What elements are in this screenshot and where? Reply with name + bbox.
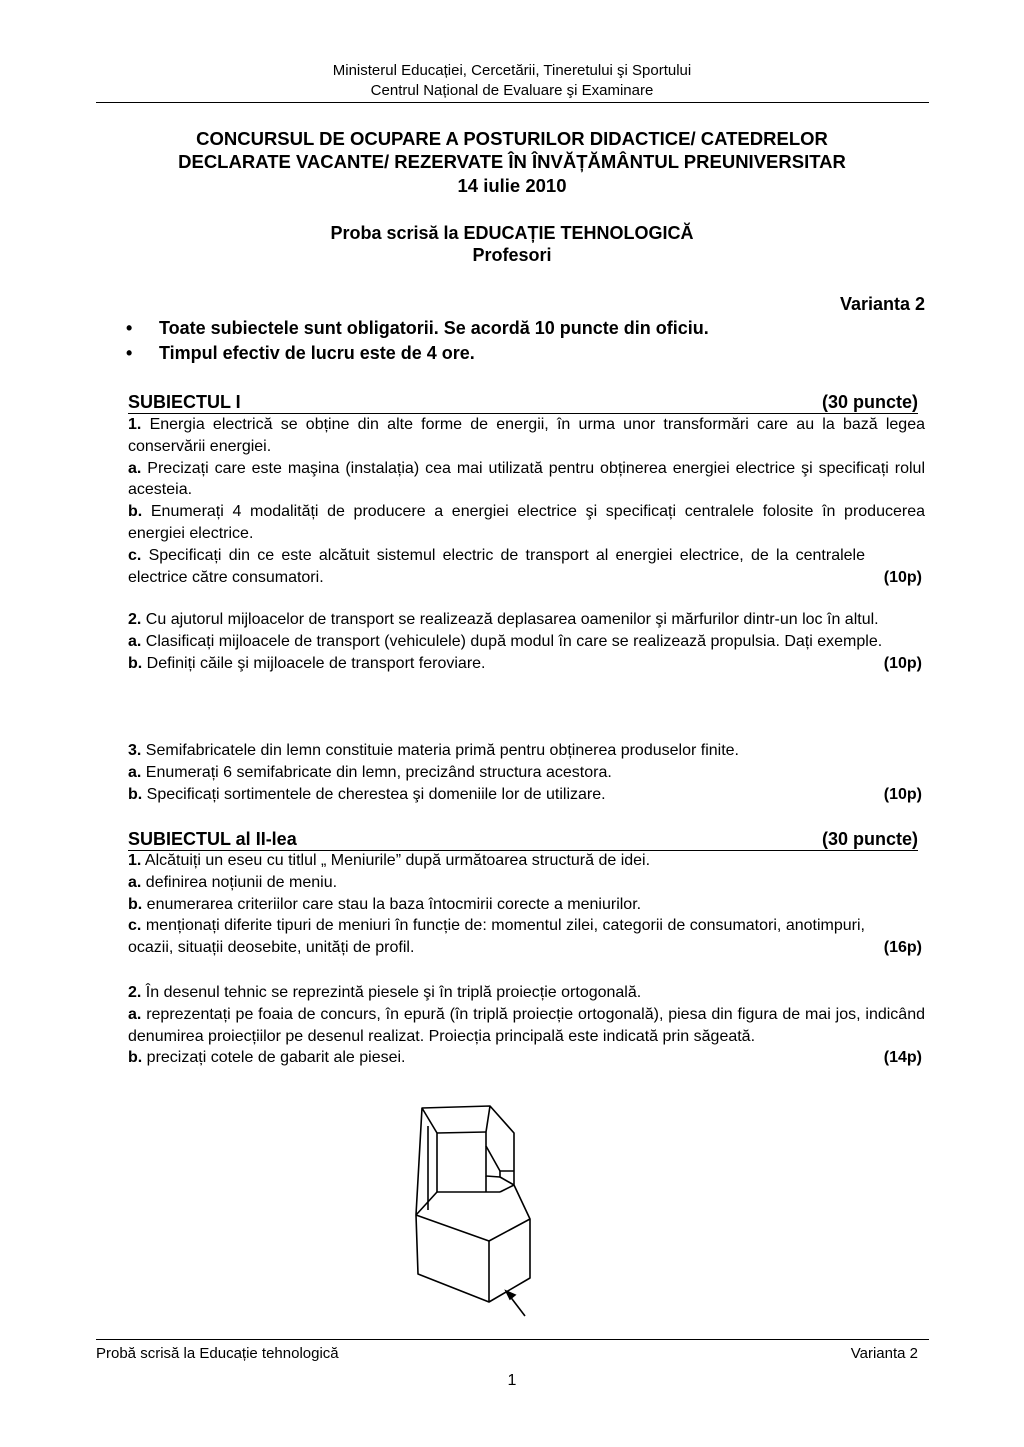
part-edge — [486, 1106, 490, 1132]
footer-rule — [96, 1339, 929, 1340]
question-text: Semifabricatele din lemn constituie materia primă pentru obținerea produselor finite. — [145, 742, 739, 759]
item-label: a. — [128, 763, 142, 781]
instruction-text: Timpul efectiv de lucru este de 4 ore. — [159, 343, 475, 363]
question-points: (16p) — [883, 939, 922, 957]
section2-title: SUBIECTUL al II-lea — [128, 829, 297, 849]
item-label: b. — [128, 503, 143, 521]
question-points: (10p) — [883, 654, 922, 672]
item-text: Definiți căile şi mijloacele de transport feroviare. — [146, 654, 486, 672]
s1-q1 — [128, 414, 925, 588]
item-text: enumerarea criteriilor care stau la baza întocmirii corecte a meniurilor. — [146, 895, 642, 913]
section1-title: SUBIECTUL I — [128, 392, 241, 412]
exam-date: 14 iulie 2010 — [457, 175, 567, 196]
item-text: Specificați sortimentele de cherestea şi domeniile lor de utilizare. — [146, 785, 606, 803]
item-text: Specificați din ce este alcătuit sistemul electric de transport al energiei electrice, de la centralele electrice către consumatori. — [128, 546, 865, 586]
question-text: Alcătuiți un eseu cu titlul „ Meniurile” după următoarea structură de idei. — [144, 852, 651, 869]
question-number: 2. — [128, 984, 142, 1001]
section1-points: (30 puncte) — [821, 392, 918, 412]
s1-q2 — [128, 609, 925, 674]
item-text: Clasificați mijloacele de transport (vehiculele) după modul în care se realizează propulsia. Dați exemple. — [145, 632, 883, 650]
section1-heading — [128, 391, 918, 414]
part-edge — [500, 1185, 514, 1192]
section2-heading — [128, 828, 918, 851]
question-text: Energia electrică se obține din alte forme de energii, în urma unor transformări care au la bază legea conservării energiei. — [128, 416, 926, 455]
item-text: reprezentați pe foaia de concurs, în epură (în triplă proiecție ortogonală), piesa din figura de mai jos, indicând denumirea proiecțiilor pe desenul realizat. Proiecția principală este indicată prin săgeată. — [128, 1005, 925, 1045]
item-text: Enumerați 6 semifabricate din lemn, precizând structura acestora. — [145, 763, 612, 781]
item-text: precizați cotele de gabarit ale piesei. — [142, 1049, 406, 1067]
part-edge — [422, 1108, 437, 1192]
technical-drawing-figure — [400, 1098, 550, 1323]
item-label: a. — [128, 873, 142, 891]
page-number: 1 — [507, 1372, 517, 1389]
ministry-name: Ministerul Educației, Cercetării, Tineretului şi Sportului — [332, 62, 692, 79]
exam-name: Proba scrisă la EDUCAȚIE TEHNOLOGICĂ — [330, 223, 694, 243]
item-label: a. — [128, 459, 142, 477]
bullet-icon: • — [126, 318, 133, 338]
item-label: a. — [128, 632, 142, 650]
part-edge — [416, 1215, 530, 1241]
item-text: definirea noțiunii de meniu. — [145, 873, 338, 891]
question-text: În desenul tehnic se reprezintă piesele şi în triplă proiecție ortogonală. — [145, 984, 642, 1001]
variant-label: Varianta 2 — [839, 294, 925, 314]
item-label: b. — [128, 654, 143, 672]
item-label: c. — [128, 546, 142, 564]
question-number: 3. — [128, 742, 142, 759]
contest-title-line1: CONCURSUL DE OCUPARE A POSTURILOR DIDACTICE/ CATEDRELOR — [196, 128, 828, 149]
header-rule — [96, 102, 929, 103]
part-edge — [486, 1132, 514, 1171]
bullet-icon: • — [126, 343, 133, 363]
item-label: b. — [128, 895, 143, 913]
center-name: Centrul Național de Evaluare şi Examinare — [370, 82, 654, 99]
item-text: Enumerați 4 modalități de producere a energiei electrice şi specificați centralele folosite în producerea energiei electrice. — [128, 503, 926, 542]
part-outline — [416, 1106, 530, 1302]
question-number: 1. — [128, 416, 142, 433]
section2-points: (30 puncte) — [821, 829, 918, 849]
s1-q3 — [128, 740, 925, 805]
part-edge — [437, 1132, 486, 1133]
contest-title-line2: DECLARATE VACANTE/ REZERVATE ÎN ÎNVĂȚĂMÂNTUL PREUNIVERSITAR — [178, 151, 846, 172]
item-label: a. — [128, 1005, 142, 1023]
instruction-text: Toate subiectele sunt obligatorii. Se acordă 10 puncte din oficiu. — [159, 318, 709, 338]
part-edge — [500, 1171, 514, 1185]
question-points: (10p) — [883, 568, 922, 586]
question-number: 2. — [128, 611, 142, 628]
part-edge — [416, 1192, 437, 1215]
s2-q1 — [128, 850, 925, 959]
item-label: b. — [128, 1049, 143, 1067]
footer-right: Varianta 2 — [850, 1345, 918, 1362]
question-points: (14p) — [883, 1049, 922, 1067]
projection-arrow-icon — [506, 1291, 525, 1316]
question-points: (10p) — [883, 785, 922, 803]
item-label: b. — [128, 785, 143, 803]
footer-left: Probă scrisă la Educație tehnologică — [96, 1345, 339, 1362]
exam-audience: Profesori — [472, 245, 552, 265]
item-label: c. — [128, 917, 142, 935]
item-text: Precizați care este maşina (instalația) cea mai utilizată pentru obținerea energiei electrice şi specificați rolul acesteia. — [128, 459, 926, 499]
question-number: 1. — [128, 852, 142, 869]
question-text: Cu ajutorul mijloacelor de transport se realizează deplasarea oamenilor şi mărfurilor dintr-un loc în altul. — [145, 611, 879, 628]
item-text: menționați diferite tipuri de meniuri în funcție de: momentul zilei, categorii de consumatori, anotimpuri, ocazii, situații deosebite, unități de profil. — [128, 917, 865, 957]
s2-q2 — [128, 982, 925, 1069]
